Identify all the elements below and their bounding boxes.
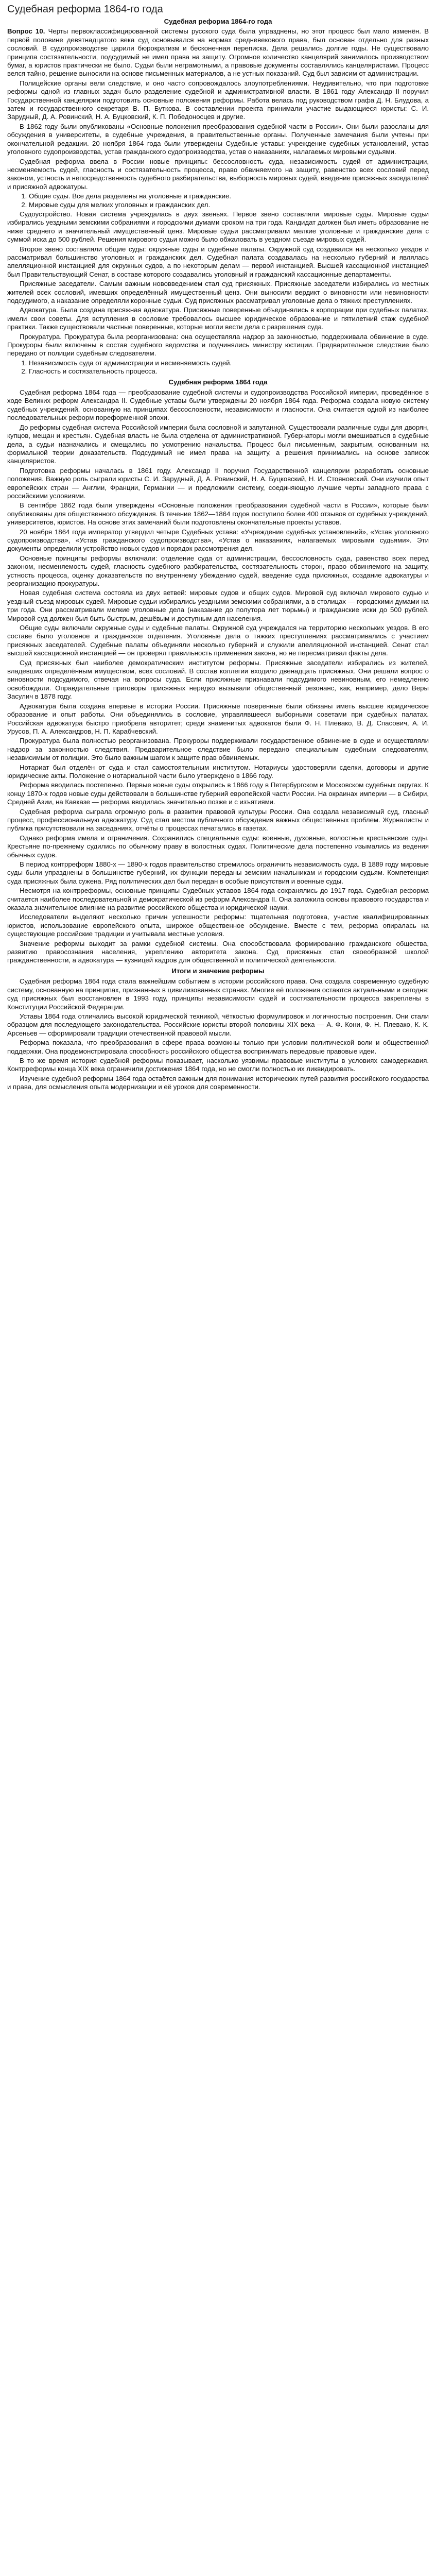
section-body (7, 388, 429, 965)
document-subtitle: Судебная реформа 1864-го года (164, 18, 272, 25)
body-paragraph: Прокуратура была полностью реорганизована. Прокуроры поддерживали государственное обвинение в суде и осуществляли надзор за законностью следствия. Предварительное следствие было передано специальным судебным следователям, независимым от полиции. Это было важным шагом к защите прав обвиняемых. (7, 737, 429, 762)
body-paragraph: Присяжные заседатели. Самым важным нововведением стал суд присяжных. Присяжные заседатели избирались из местных жителей всех сословий, имевших определённый имущественный ценз. Они выносили вердикт о виновности или невиновности подсудимого, а наказание определяли коронные судьи. Суд присяжных рассматривал уголовные дела о тяжких преступлениях. (7, 280, 429, 304)
body-paragraph: Прокуратура. Прокуратура была реорганизована: она осуществляла надзор за законностью, поддерживала обвинение в суде. Прокуроры были включены в состав судебного ведомства и подчинялись министру юстиции. Предварительное следствие было передано от полиции судебным следователям. (7, 332, 429, 358)
body-paragraph: Несмотря на контрреформы, основные принципы Судебных уставов 1864 года сохранялись до 1917 года. Судебная реформа считается наиболее последовательной и демократической из реформ Александра II. Она заложила основы правового государства и оказала значительное влияние на развитие российского общества и юридической науки. (7, 887, 429, 912)
intro-paragraph (7, 27, 429, 78)
body-paragraph: Однако реформа имела и ограничения. Сохранились специальные суды: военные, духовные, волостные крестьянские суды. Крестьяне по-прежнему судились по обычному праву в волостных судах. Политические дела постепенно изымались из ведения обычных судов. (7, 834, 429, 859)
closing-heading: Итоги и значение реформы (171, 967, 265, 975)
body-paragraph: Нотариат был отделён от суда и стал самостоятельным институтом. Нотариусы удостоверяли сделки, договоры и другие юридические акты. Положение о нотариальной части было утверждено в 1866 году. (7, 763, 429, 779)
body-paragraph: В то же время история судебной реформы показывает, насколько уязвимы правовые институты в условиях самодержавия. Контрреформы конца XIX века ограничили достижения 1864 года, но не смогли полностью их ликвидировать. (7, 1056, 429, 1073)
body-paragraph: Новая судебная система состояла из двух ветвей: мировых судов и общих судов. Мировой суд включал мирового судью и уездный съезд мировых судей. Мировые судьи избирались уездными земскими собраниями, а в столицах — городскими думами на три года. Они рассматривали мелкие уголовные дела (наказание до полутора лет тюрьмы) и гражданские иски до 500 рублей. Мировой суд должен был быть быстрым, дешёвым и доступным для населения. (7, 589, 429, 622)
body-paragraph: В сентябре 1862 года были утверждены «Основные положения преобразования судебной части в России», которые были опубликованы для общественного обсуждения. В течение 1862—1864 годов поступило более 400 отзывов от судебных учреждений, университетов, юристов. На основе этих замечаний были подготовлены окончательные проекты уставов. (7, 501, 429, 527)
body-paragraph: До реформы судебная система Российской империи была сословной и запутанной. Существовали различные суды для дворян, купцов, мещан и крестьян. Судебная власть не была отделена от административной. Губернаторы могли вмешиваться в судебные дела, а судьи назначались и смещались по усмотрению начальства. Процесс был письменным, закрытым, основанным на формальной теории доказательств. Подсудимый не имел права на защиту, а решения принимались на основе записок канцеляристов. (7, 423, 429, 465)
body-paragraph: Подготовка реформы началась в 1861 году. Александр II поручил Государственной канцелярии разработать основные положения. Важную роль сыграли юристы С. И. Зарудный, Д. А. Ровинский, Н. А. Буцковский, Н. И. Стояновский. Они изучили опыт европейских стран — Англии, Франции, Германии — и предложили систему, соединяющую лучшие черты западного права с российскими условиями. (7, 466, 429, 500)
body-paragraph: Судоустройство. Новая система учреждалась в двух звеньях. Первое звено составляли мировые суды. Мировые судьи избирались уездными земскими собраниями и городскими думами сроком на три года. Кандидат должен был иметь образование не ниже среднего и значительный имущественный ценз. Мировые судьи рассматривали мелкие уголовные и гражданские дела с суммой иска до 500 рублей. Решения мирового судьи можно было обжаловать в уездном съезде мировых судей. (7, 210, 429, 244)
question-block (7, 27, 429, 78)
numbered-list-a (7, 192, 429, 209)
page-title: Судебная реформа 1864-го года (7, 4, 163, 15)
body-paragraph: Уставы 1864 года отличались высокой юридической техникой, чёткостью формулировок и логичностью построения. Они стали образцом для последующего законодательства. Российские юристы второй половины XIX века — А. Ф. Кони, Ф. Н. Плевако, К. К. Арсеньев — сформировали традиции отечественной правовой мысли. (7, 1012, 429, 1037)
body-paragraph: Адвокатура была создана впервые в истории России. Присяжные поверенные были обязаны иметь высшее юридическое образование и опыт работы. Они объединялись в сословие, управлявшееся выборными советами при судебных палатах. Российская адвокатура быстро приобрела авторитет; среди знаменитых адвокатов были Ф. Н. Плевако, В. Д. Спасович, А. И. Урусов, П. А. Александров, Н. П. Карабчевский. (7, 702, 429, 735)
intro-paragraph: В 1862 году были опубликованы «Основные положения преобразования судебной части в России». Они были разосланы для обсуждения в университеты, в судебные учреждения, в правительственные органы. Полученные замечания были учтены при окончательной редакции. 20 ноября 1864 года были утверждены Судебные уставы: учреждение судебных установлений, устав уголовного судопроизводства, устав гражданского судопроизводства, устав о наказаниях, налагаемых мировыми судьями. (7, 122, 429, 156)
body-paragraph: Общие суды включали окружные суды и судебные палаты. Окружной суд учреждался на территорию нескольких уездов. В его составе было уголовное и гражданское отделения. Уголовные дела о тяжких преступлениях рассматривались с участием присяжных заседателей. Судебные палаты объединяли несколько губерний и служили апелляционной инстанцией. Сенат стал высшей кассационной инстанцией — он проверял правильность применения закона, но не пересматривал факты дела. (7, 624, 429, 657)
body-paragraph: Суд присяжных был наиболее демократическим институтом реформы. Присяжные заседатели избирались из жителей, владевших определённым имуществом, всех сословий. В состав коллегии входило двенадцать присяжных. Они решали вопрос о виновности подсудимого, отвечая на вопросы суда. Если присяжные признавали подсудимого невиновным, его немедленно освобождали. Оправдательные приговоры присяжных нередко вызывали общественный резонанс, как, например, дело Веры Засулич в 1878 году. (7, 658, 429, 701)
body-paragraph: Судебная реформа 1864 года стала важнейшим событием в истории российского права. Она создала современную судебную систему, основанную на принципах, признанных в цивилизованных странах. Многие её положения остаются актуальными и сегодня: суд присяжных был восстановлен в 1993 году, принципы независимости судей и состязательности процесса закреплены в Конституции Российской Федерации. (7, 977, 429, 1011)
body-paragraph: Исследователи выделяют несколько причин успешности реформы: тщательная подготовка, участие квалифицированных юристов, использование европейского опыта, широкое общественное обсуждение. Вместе с тем, реформа опиралась на существующие российские традиции и учитывала местные условия. (7, 913, 429, 938)
list-item: 1. Независимость суда от администрации и несменяемость судей. (29, 359, 429, 367)
body-paragraph: Судебная реформа 1864 года — преобразование судебной системы и судопроизводства Российской империи, проведённое в ходе Великих реформ Александра II. Судебные уставы были утверждены 20 ноября 1864 года. Реформа создала новую систему судебных учреждений, основанную на принципах бессословности, независимости и гласности. Она считается одной из наиболее последовательных реформ пореформенной эпохи. (7, 388, 429, 422)
intro-paragraph-text: Черты первоклассифицированной системы русского суда была упразднены, но этот процесс был мало изменён. В первой половине девятнадцатого века суд основывался на нормах средневекового права, был основан отдельно для разных сословий. В судопроизводстве царили бюрократизм и бесконечная переписка. Дела решались долгие годы. Не существовало принципа состязательности, подсудимый не имел права на защиту. Огромное количество канцелярий занималось производством бумаг, а юристов практически не было. Судьи были неграмотными, а правовые документы составлялись канцеляристами. Процесс велся тайно, решение выносили на основе письменных материалов, а не устных показаний. Суд был зависим от администрации. (7, 27, 429, 78)
body-paragraph: Адвокатура. Была создана присяжная адвокатура. Присяжные поверенные объединялись в корпорации при судебных палатах, имели свои советы. Для вступления в сословие требовалось высшее юридическое образование и пятилетний стаж судебной практики. Также существовали частные поверенные, которые могли вести дела с разрешения суда. (7, 306, 429, 331)
body-paragraph: Реформа вводилась постепенно. Первые новые суды открылись в 1866 году в Петербургском и Московском судебных округах. К концу 1870-х годов новые суды действовали в большинстве губерний европейской части России. На окраинах империи — в Сибири, Средней Азии, на Кавказе — реформа вводилась значительно позже и с изъятиями. (7, 781, 429, 806)
body-paragraph: 20 ноября 1864 года император утвердил четыре Судебных устава: «Учреждение судебных установлений», «Устав уголовного судопроизводства», «Устав гражданского судопроизводства», «Устав о наказаниях, налагаемых мировыми судьями». Эти документы определили устройство новых судов и порядок рассмотрения дел. (7, 528, 429, 553)
numbered-list-b (7, 359, 429, 376)
list-item: 2. Мировые суды для мелких уголовных и гражданских дел. (29, 201, 429, 209)
body-paragraph: Основные принципы реформы включали: отделение суда от администрации, бессословность суда, равенство всех перед законом, несменяемость судей, гласность судебного разбирательства, состязательность сторон, право обвиняемого на защиту, устность процесса, оценку доказательств по внутреннему убеждению судей, введение суда присяжных, создание адвокатуры и реорганизацию прокуратуры. (7, 554, 429, 587)
list-item: 2. Гласность и состязательность процесса. (29, 367, 429, 376)
body-paragraph: Второе звено составляли общие суды: окружные суды и судебные палаты. Окружной суд создавался на несколько уездов и рассматривал большинство уголовных и гражданских дел. Судебная палата создавалась на несколько губерний и являлась апелляционной инстанцией для окружных судов, а по некоторым делам — первой инстанцией. Высшей кассационной инстанцией был Правительствующий Сенат, в составе которого создавались уголовный и гражданский кассационные департаменты. (7, 245, 429, 278)
closing-body (7, 977, 429, 1091)
body-paragraph: Изучение судебной реформы 1864 года остаётся важным для понимания исторических путей развития российского государства и права, для осмысления опыта модернизации и её уроков для современности. (7, 1074, 429, 1091)
body-paragraph: Реформа показала, что преобразования в сфере права возможны только при условии политической воли и общественной поддержки. Она продемонстрировала способность российского общества воспринимать передовые правовые идеи. (7, 1039, 429, 1055)
intro-paragraph: Полицейские органы вели следствие, и оно часто сопровождалось злоупотреблениями. Неудивительно, что при подготовке реформы одной из главных задач было разделение судебной и административной власти. В 1861 году Александр II поручил Государственной канцелярии подготовить основные положения реформы. Работа велась под руководством графа Д. Н. Блудова, а затем и государственного секретаря В. П. Буткова. В составлении проекта принимали участие выдающиеся юристы: С. И. Зарудный, Д. А. Ровинский, Н. А. Буцковский, К. П. Победоносцев и другие. (7, 79, 429, 121)
section-heading: Судебная реформа 1864 года (168, 378, 268, 386)
body-paragraph: В период контрреформ 1880-х — 1890-х годов правительство стремилось ограничить независимость суда. В 1889 году мировые суды были упразднены в большинстве губерний, их функции переданы земским начальникам и городским судьям. Компетенция суда присяжных была сужена. Ряд политических дел был передан в особые присутствия и военные суды. (7, 860, 429, 885)
body-paragraph: Судебная реформа сыграла огромную роль в развитии правовой культуры России. Она создала независимый суд, гласный процесс, профессиональную адвокатуру. Суд стал местом публичного обсуждения важных общественных проблем. Журналисты и публика присутствовали на заседаниях, отчёты о процессах печатались в газетах. (7, 807, 429, 833)
list-item: 1. Общие суды. Все дела разделены на уголовные и гражданские. (29, 192, 429, 200)
question-label: Вопрос 10. (7, 27, 45, 36)
body-paragraph: Значение реформы выходит за рамки судебной системы. Она способствовала формированию гражданского общества, развитию правосознания населения, укреплению авторитета закона. Суд присяжных стал своеобразной школой гражданственности, а адвокатура — кузницей кадров для общественной и политической деятельности. (7, 939, 429, 964)
intro-paragraph: Судебная реформа ввела в России новые принципы: бессословность суда, независимость судей от администрации, несменяемость судей, гласность и состязательность процесса, право обвиняемого на защиту, равенство всех сословий перед законом, устность и непосредственность судебного разбирательства, выборность мировых судей, введение присяжных заседателей и присяжной адвокатуры. (7, 157, 429, 191)
